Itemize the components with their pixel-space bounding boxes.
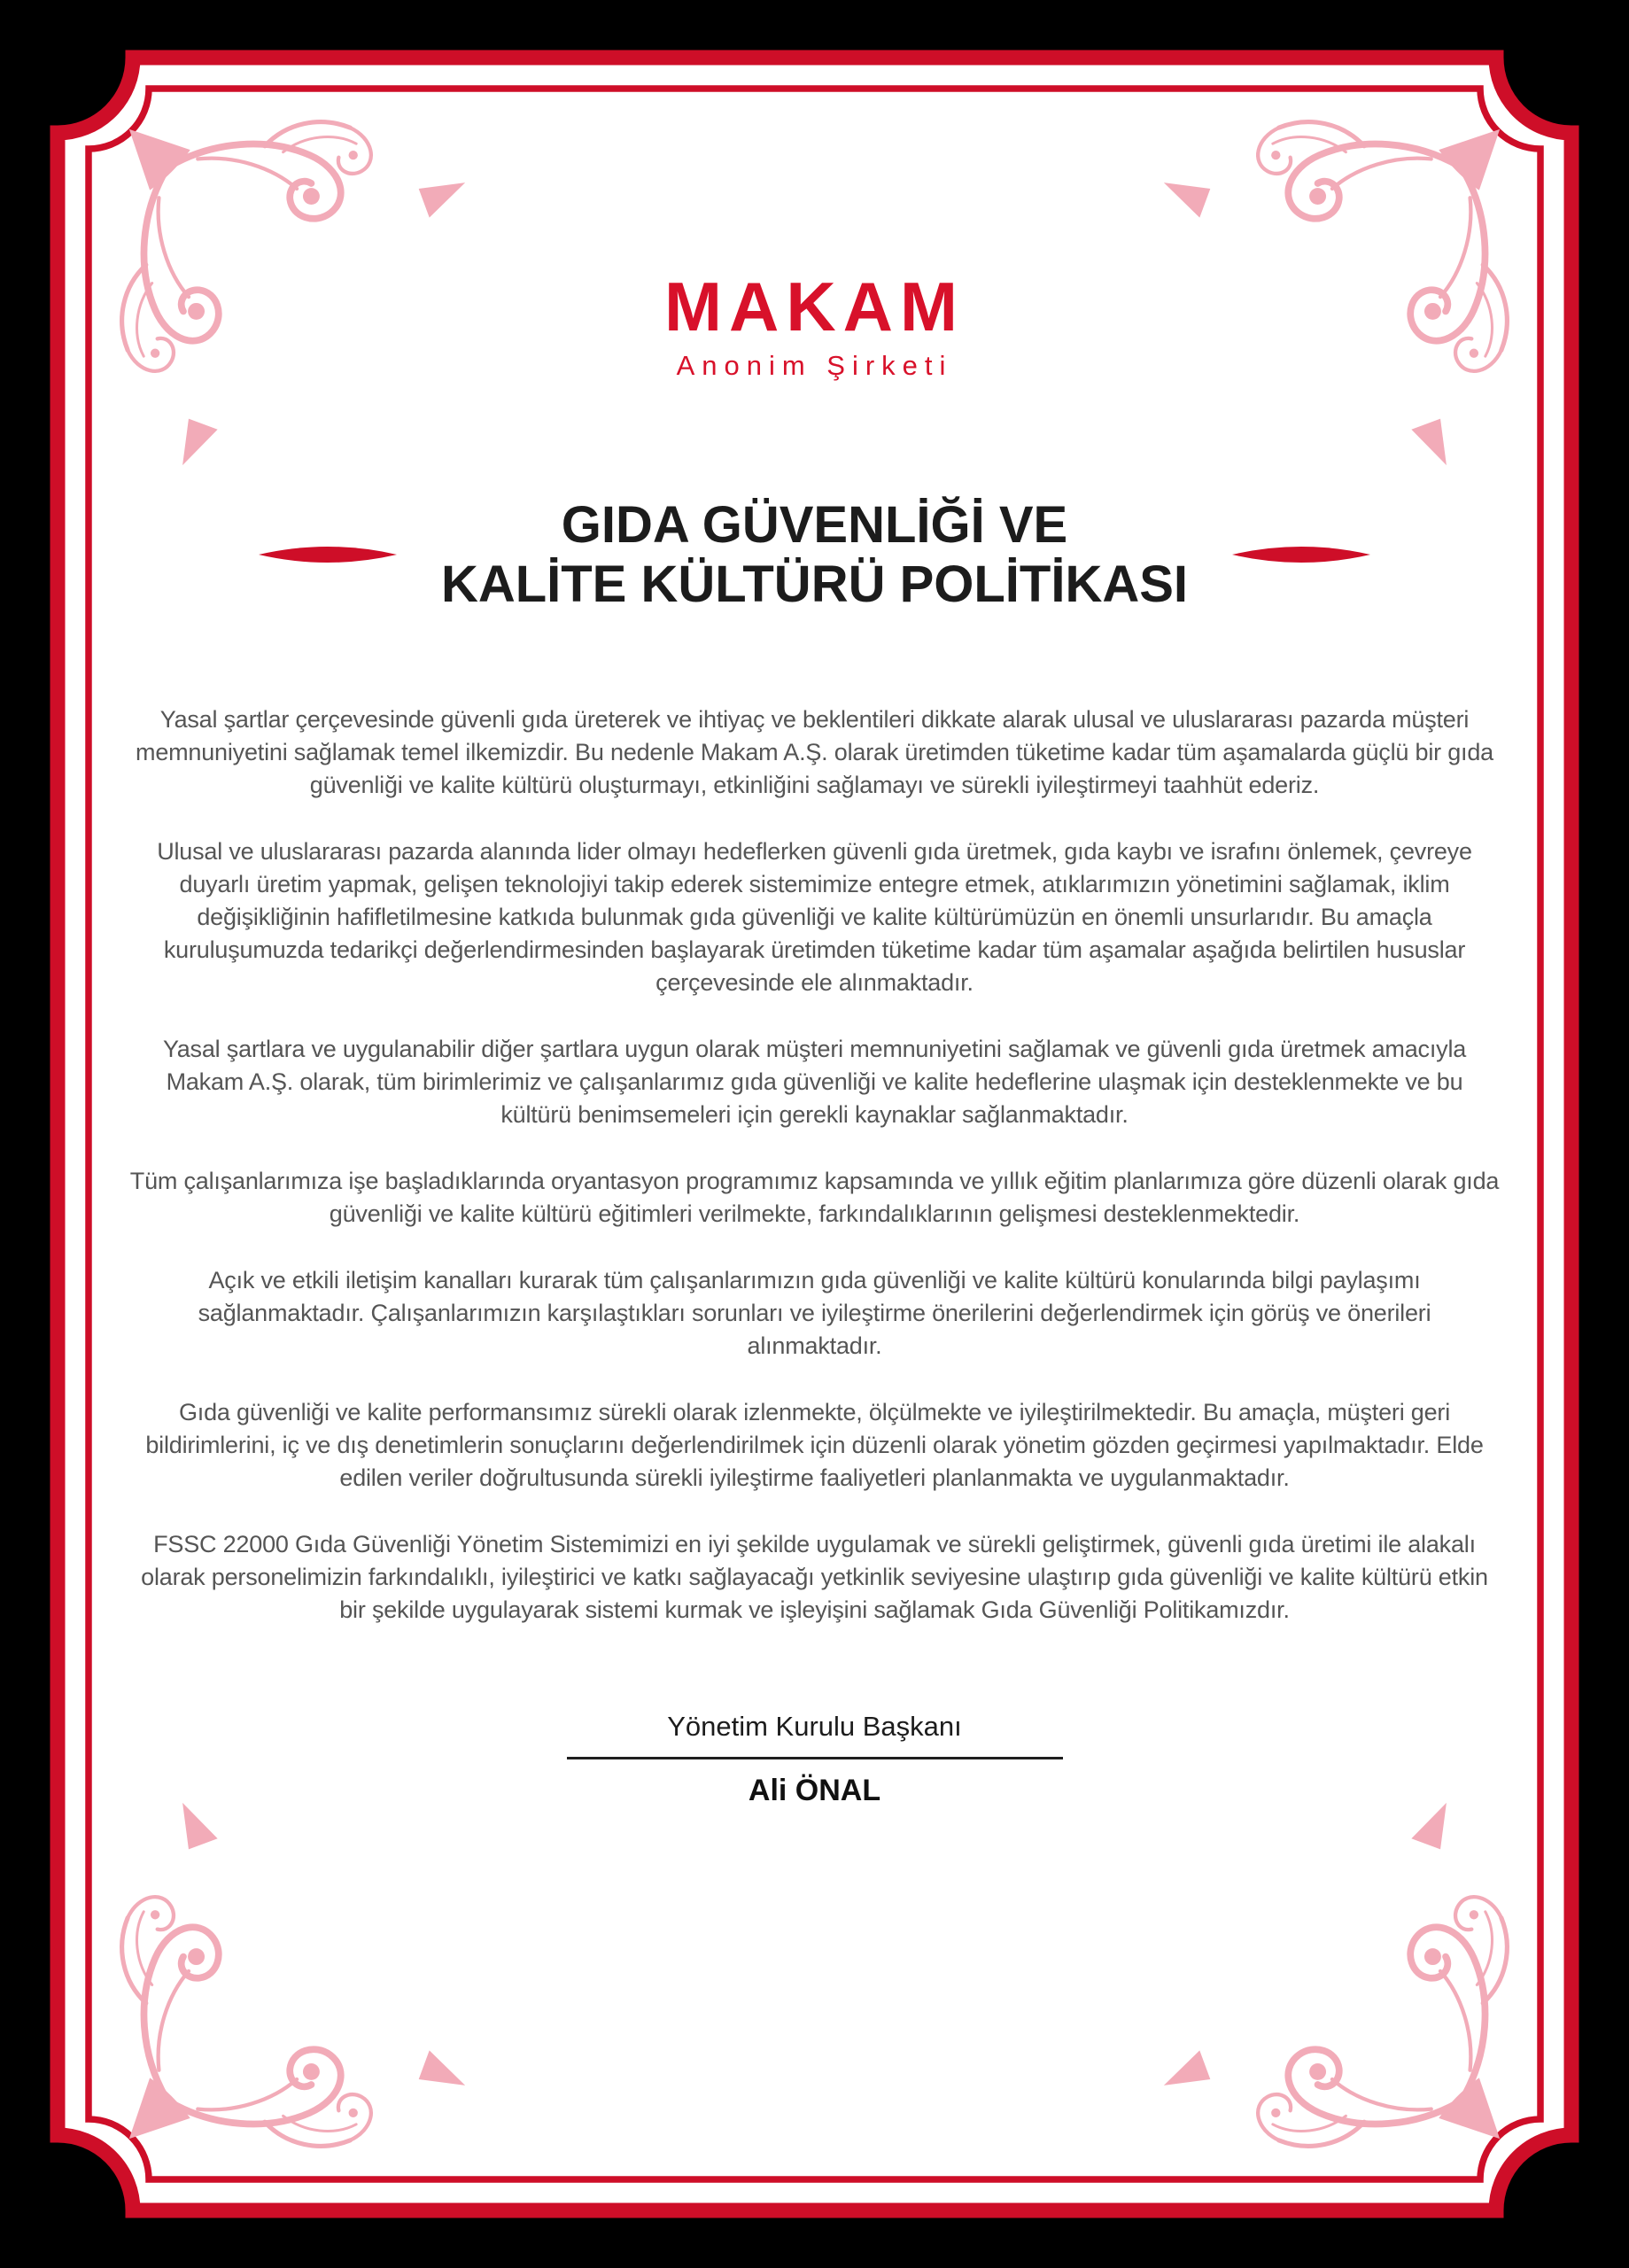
policy-paragraph: Ulusal ve uluslararası pazarda alanında lider olmayı hedeflerken güvenli gıda üretmek, gıda kaybı ve israfını önlemek, çevreye duyarlı üretim yapmak, gelişen teknolojiyi takip ederek sistemimize entegre etmek, atıklarımızın yönetimini sağlamak, iklim değişikliğinin hafifletilmesine katkıda bulunmak gıda güvenliği ve kalite kültürümüzün en önemli unsurlarıdır. Bu amaçla kuruluşumuzda tedarikçi değerlendirmesinden başlayarak üretimden tüketime kadar tüm aşamalar aşağıda belirtilen hususlar çerçevesinde ele alınmaktadır. — [157, 837, 1472, 996]
policy-paragraph: Yasal şartlara ve uygulanabilir diğer şartlara uygun olarak müşteri memnuniyetini sağlamak ve güvenli gıda üretmek amacıyla Makam A.Ş. olarak, tüm birimlerimiz ve çalışanlarımız gıda güvenliği ve kalite hedeflerine ulaşmak için desteklenmekte ve bu kültürü benimsemeleri için gerekli kaynaklar sağlanmaktadır. — [162, 1035, 1467, 1128]
title-divider-right-icon — [1230, 545, 1372, 564]
policy-paragraph: Tüm çalışanlarımıza işe başladıklarında oryantasyon programımız kapsamında ve yıllık eğitim planlarımıza göre düzenli olarak gıda güvenliği ve kalite kültürü eğitimleri verilmekte, farkındalıklarının gelişmesi desteklenmektedir. — [129, 1167, 1500, 1227]
title-line-1: GIDA GÜVENLİĞİ VE — [561, 496, 1068, 555]
brand-subtitle: Anonim Şirketi — [676, 350, 953, 382]
document-content — [92, 92, 1537, 2176]
signature-role: Yönetim Kurulu Başkanı — [667, 1710, 962, 1742]
brand-logo — [92, 268, 1537, 382]
policy-paragraph: FSSC 22000 Gıda Güvenliği Yönetim Sistemimizi en iyi şekilde uygulamak ve sürekli geliştirmek, güvenli gıda üretimi ile alakalı olarak personelimizin farkındalıklı, iyileştirici ve katkı sağlayacağı yetkinlik seviyesine ulaştırıp gıda güvenliği ve kalite kültürü etkin bir şekilde uygulayarak sistemi kurmak ve işleyişini sağlamak Gıda Güvenliği Politikamızdır. — [141, 1530, 1488, 1623]
signature-block — [92, 1711, 1537, 1808]
title-divider-left-icon — [257, 545, 399, 564]
policy-paragraph: Yasal şartlar çerçevesinde güvenli gıda üreterek ve ihtiyaç ve beklentileri dikkate alarak ulusal ve uluslararası pazarda müşteri memnuniyetini sağlamak temel ilkemizdir. Bu nedenle Makam A.Ş. olarak üretimden tüketime kadar tüm aşamalarda güçlü bir gıda güvenliği ve kalite kültürü oluşturmayı, etkinliğini sağlamayı ve sürekli iyileştirmeyi taahhüt ederiz. — [136, 705, 1493, 798]
signature-line — [567, 1757, 1063, 1759]
policy-paragraph: Açık ve etkili iletişim kanalları kurarak tüm çalışanlarımızın gıda güvenliği ve kalite kültürü konularında bilgi paylaşımı sağlanmaktadır. Çalışanlarımızın karşılaştıkları sorunları ve iyileştirme önerilerini değerlendirmek için görüş ve önerileri alınmaktadır. — [198, 1266, 1431, 1359]
title-row — [92, 495, 1537, 615]
page-title — [441, 495, 1188, 615]
policy-body — [92, 703, 1537, 1627]
brand-name: MAKAM — [664, 268, 965, 346]
signature-name: Ali ÖNAL — [748, 1773, 881, 1807]
title-line-2: KALİTE KÜLTÜRÜ POLİTİKASI — [440, 555, 1189, 614]
policy-paragraph: Gıda güvenliği ve kalite performansımız sürekli olarak izlenmekte, ölçülmekte ve iyileştirilmektedir. Bu amaçla, müşteri geri bildirimlerini, iç ve dış denetimlerin sonuçlarını değerlendirilmek için düzenli olarak yönetim gözden geçirmesi yapılmaktadır. Elde edilen veriler doğrultusunda sürekli iyileştirme faaliyetleri planlanmakta ve uygulanmaktadır. — [145, 1398, 1484, 1491]
